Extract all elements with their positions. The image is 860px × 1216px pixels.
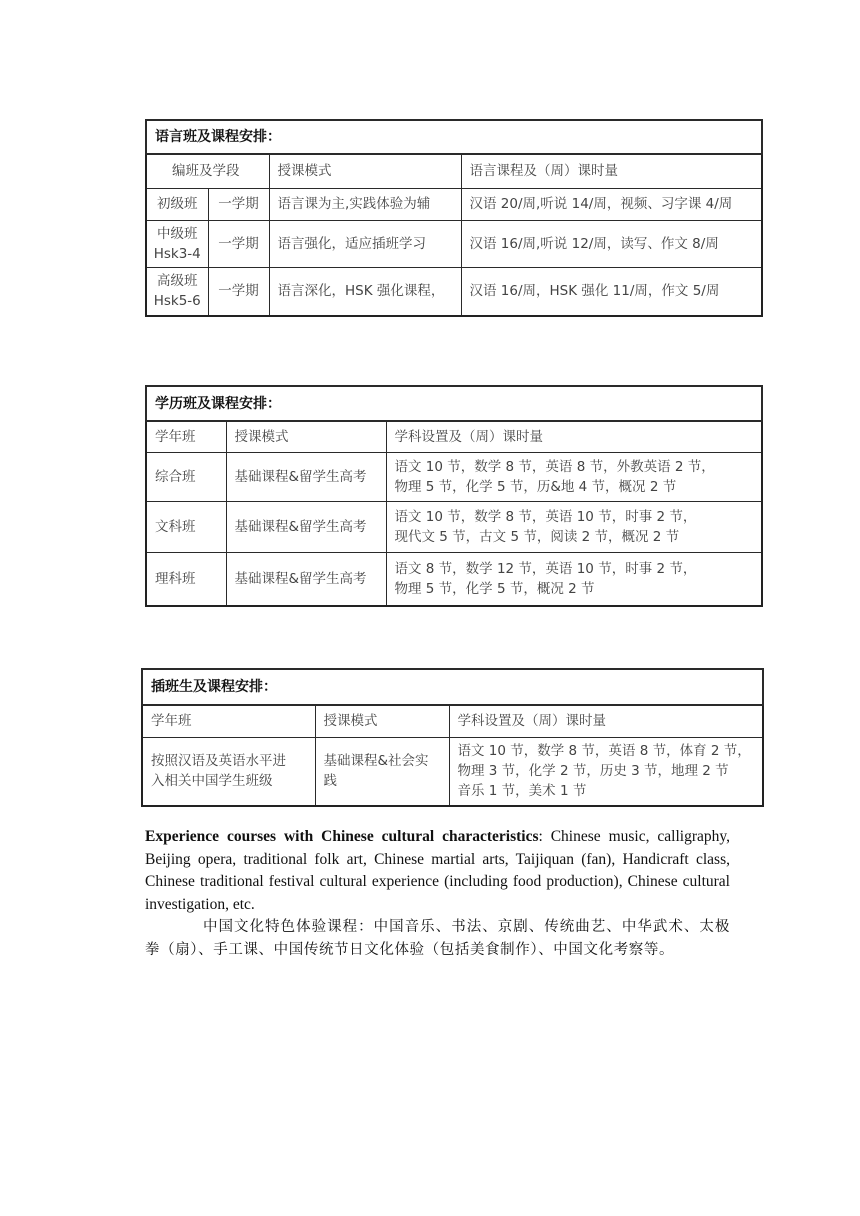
subject-hours-line: 语文 10 节，数学 8 节，英语 8 节，外教英语 2 节， bbox=[394, 458, 715, 475]
subject-hours bbox=[386, 552, 762, 606]
degree-class-title: 学历班及课程安排： bbox=[146, 386, 762, 421]
table-row bbox=[146, 452, 762, 501]
class-placement-line: 入相关中国学生班级 bbox=[151, 773, 273, 790]
table-row bbox=[146, 552, 762, 606]
class-level-name: 中级班 bbox=[157, 225, 198, 242]
course-hours: 汉语 16/周,听说 12/周，读写、作文 8/周 bbox=[461, 220, 762, 267]
header-teaching-mode: 授课模式 bbox=[269, 154, 461, 188]
class-level bbox=[146, 267, 208, 316]
subject-hours bbox=[386, 452, 762, 501]
subject-hours bbox=[386, 501, 762, 552]
course-hours: 汉语 16/周，HSK 强化 11/周，作文 5/周 bbox=[461, 267, 762, 316]
transfer-class-title: 插班生及课程安排： bbox=[142, 669, 763, 705]
course-hours: 汉语 20/周,听说 14/周，视频、习字课 4/周 bbox=[461, 188, 762, 220]
table-row bbox=[146, 220, 762, 267]
term: 一学期 bbox=[208, 188, 269, 220]
class-name: 综合班 bbox=[146, 452, 226, 501]
class-level bbox=[146, 220, 208, 267]
subject-hours-line: 物理 5 节，化学 5 节，概况 2 节 bbox=[394, 580, 595, 597]
subject-hours-line: 物理 5 节，化学 5 节，历&地 4 节，概况 2 节 bbox=[394, 478, 677, 495]
culture-heading: Experience courses with Chinese cultural characteristics bbox=[145, 828, 539, 845]
subject-hours bbox=[449, 737, 763, 806]
culture-paragraph-english bbox=[145, 826, 730, 916]
subject-hours-line: 语文 10 节，数学 8 节，英语 10 节，时事 2 节， bbox=[394, 508, 697, 525]
table-row bbox=[146, 501, 762, 552]
teaching-mode: 基础课程&留学生高考 bbox=[226, 452, 386, 501]
subject-hours-line: 语文 10 节，数学 8 节，英语 8 节，体育 2 节， bbox=[457, 743, 751, 760]
teaching-mode-line: 践 bbox=[323, 773, 337, 790]
term: 一学期 bbox=[208, 220, 269, 267]
table-row bbox=[146, 267, 762, 316]
subject-hours-line: 语文 8 节，数学 12 节，英语 10 节，时事 2 节， bbox=[394, 560, 697, 577]
header-subject-hours: 学科设置及（周）课时量 bbox=[449, 705, 763, 737]
class-name: 理科班 bbox=[146, 552, 226, 606]
header-teaching-mode: 授课模式 bbox=[315, 705, 449, 737]
teaching-mode-line: 基础课程&社会实 bbox=[323, 753, 429, 770]
class-level-hsk: Hsk3-4 bbox=[153, 245, 201, 262]
class-level-name: 高级班 bbox=[157, 273, 198, 290]
term: 一学期 bbox=[208, 267, 269, 316]
transfer-class-table bbox=[141, 668, 764, 807]
culture-description: : Chinese music, calligraphy, Beijing opera, traditional folk art, Chinese martial arts, Taijiquan (fan), Handicraft class, Chinese traditional festival cultural experience (including food production), Chinese cultural investigation, etc. bbox=[145, 828, 730, 913]
language-class-table bbox=[145, 119, 763, 317]
degree-class-table bbox=[145, 385, 763, 607]
teaching-mode: 基础课程&留学生高考 bbox=[226, 552, 386, 606]
table-row bbox=[142, 737, 763, 806]
header-class-term: 编班及学段 bbox=[146, 154, 269, 188]
header-teaching-mode: 授课模式 bbox=[226, 421, 386, 452]
subject-hours-line: 现代文 5 节，古文 5 节，阅读 2 节，概况 2 节 bbox=[394, 528, 680, 545]
subject-hours-line: 音乐 1 节，美术 1 节 bbox=[457, 783, 587, 800]
table-row bbox=[146, 188, 762, 220]
teaching-mode: 基础课程&留学生高考 bbox=[226, 501, 386, 552]
teaching-mode: 语言深化，HSK 强化课程， bbox=[269, 267, 461, 316]
language-class-title: 语言班及课程安排： bbox=[146, 120, 762, 154]
class-placement-line: 按照汉语及英语水平进 bbox=[151, 753, 286, 770]
teaching-mode: 语言课为主,实践体验为辅 bbox=[269, 188, 461, 220]
teaching-mode bbox=[315, 737, 449, 806]
header-subject-hours: 学科设置及（周）课时量 bbox=[386, 421, 762, 452]
class-name: 文科班 bbox=[146, 501, 226, 552]
class-level-hsk: Hsk5-6 bbox=[153, 293, 201, 310]
class-level: 初级班 bbox=[146, 188, 208, 220]
culture-paragraph-chinese: 中国文化特色体验课程：中国音乐、书法、京剧、传统曲艺、中华武术、太极拳（扇）、手工课、中国传统节日文化体验（包括美食制作）、中国文化考察等。 bbox=[145, 919, 730, 958]
class-placement bbox=[142, 737, 315, 806]
subject-hours-line: 物理 3 节，化学 2 节，历史 3 节，地理 2 节 bbox=[457, 763, 729, 780]
header-grade-class: 学年班 bbox=[146, 421, 226, 452]
header-grade-class: 学年班 bbox=[142, 705, 315, 737]
teaching-mode: 语言强化，适应插班学习 bbox=[269, 220, 461, 267]
header-course-hours: 语言课程及（周）课时量 bbox=[461, 154, 762, 188]
